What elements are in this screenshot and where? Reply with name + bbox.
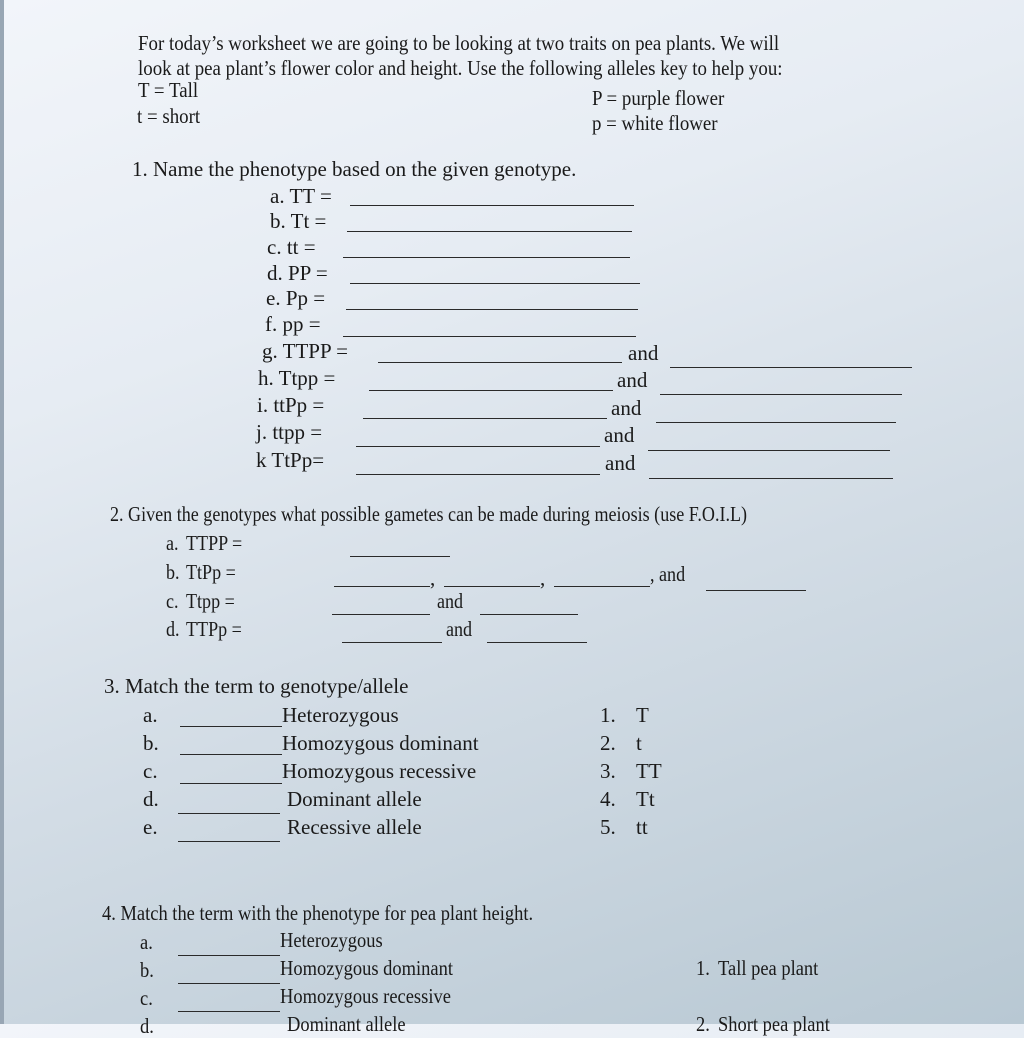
- q4-option-value: Tall pea plant: [718, 956, 819, 980]
- q3-option-value: Tt: [636, 787, 655, 811]
- q1-answer-blank-1[interactable]: [378, 362, 622, 363]
- q3-option-number: 2.: [600, 731, 616, 755]
- q2-answer-blank[interactable]: [444, 586, 540, 587]
- q1-item-label: a. TT =: [270, 184, 332, 208]
- q3-term-letter: c.: [143, 759, 158, 783]
- key-white: p = white flower: [592, 111, 718, 135]
- q1-item-label: f. pp =: [265, 312, 321, 336]
- q3-option-number: 3.: [600, 759, 616, 783]
- q1-answer-blank[interactable]: [350, 205, 634, 206]
- q1-answer-blank[interactable]: [346, 309, 638, 310]
- key-tall: T = Tall: [138, 78, 199, 102]
- q2-item-letter: a.: [166, 531, 179, 555]
- q3-option-number: 5.: [600, 815, 616, 839]
- q1-item-label: c. tt =: [267, 235, 316, 259]
- q2-answer-blank[interactable]: [350, 556, 450, 557]
- q2-and: and: [446, 617, 473, 641]
- q4-option-value: Short pea plant: [718, 1012, 830, 1036]
- q4-term-letter: b.: [140, 958, 154, 982]
- q3-match-blank[interactable]: [180, 726, 282, 727]
- q1-answer-blank-1[interactable]: [356, 446, 600, 447]
- q1-answer-blank-2[interactable]: [660, 394, 902, 395]
- q3-option-value: T: [636, 703, 649, 727]
- q3-prompt: 3. Match the term to genotype/allele: [104, 674, 409, 698]
- q3-term-letter: e.: [143, 815, 158, 839]
- q2-item-genotype: TTPp =: [186, 617, 242, 641]
- q4-match-blank[interactable]: [178, 983, 280, 984]
- q1-and: and: [611, 396, 642, 420]
- q1-item-label: b. Tt =: [270, 209, 327, 233]
- q1-item-label: k TtPp=: [256, 448, 325, 472]
- q1-answer-blank-2[interactable]: [670, 367, 912, 368]
- q3-option-value: t: [636, 731, 642, 755]
- q3-match-blank[interactable]: [178, 841, 280, 842]
- q1-item-label: j. ttpp =: [256, 420, 323, 444]
- q2-item-genotype: Ttpp =: [186, 589, 235, 613]
- q2-item-genotype: TtPp =: [186, 560, 236, 584]
- q4-term: Homozygous recessive: [280, 984, 451, 1008]
- q4-match-blank[interactable]: [178, 1011, 280, 1012]
- q4-term: Dominant allele: [287, 1012, 406, 1036]
- q2-item-genotype: TTPP =: [186, 531, 243, 555]
- q2-and: and: [437, 589, 464, 613]
- q4-term-letter: d.: [140, 1014, 154, 1038]
- q1-answer-blank[interactable]: [350, 283, 640, 284]
- q1-item-label: d. PP =: [267, 261, 328, 285]
- q3-option-value: TT: [636, 759, 662, 783]
- q4-term: Homozygous dominant: [280, 956, 453, 980]
- q2-answer-blank[interactable]: [334, 586, 430, 587]
- q1-item-label: g. TTPP =: [262, 339, 348, 363]
- intro-line-1: For today’s worksheet we are going to be looking at two traits on pea plants. We will: [138, 31, 780, 55]
- q1-item-label: i. ttPp =: [257, 393, 325, 417]
- q3-term: Heterozygous: [282, 703, 399, 727]
- q3-term-letter: b.: [143, 731, 159, 755]
- q2-answer-blank[interactable]: [332, 614, 430, 615]
- q3-option-number: 4.: [600, 787, 616, 811]
- q2-item-letter: c.: [166, 589, 179, 613]
- q2-separator: ,: [430, 566, 436, 590]
- q4-prompt: 4. Match the term with the phenotype for pea plant height.: [102, 901, 534, 925]
- q1-answer-blank-2[interactable]: [648, 450, 890, 451]
- q3-match-blank[interactable]: [178, 813, 280, 814]
- q1-and: and: [617, 368, 648, 392]
- q3-match-blank[interactable]: [180, 754, 282, 755]
- q1-item-label: e. Pp =: [266, 286, 326, 310]
- q1-answer-blank-2[interactable]: [649, 478, 893, 479]
- q4-term: Heterozygous: [280, 928, 383, 952]
- q3-term: Dominant allele: [287, 787, 422, 811]
- q4-option-number: 1.: [696, 956, 710, 980]
- q1-answer-blank[interactable]: [347, 231, 632, 232]
- intro-line-2: look at pea plant’s flower color and height. Use the following alleles key to help you:: [138, 56, 783, 80]
- q1-answer-blank-1[interactable]: [369, 390, 613, 391]
- q3-option-value: tt: [636, 815, 648, 839]
- key-short: t = short: [137, 104, 201, 128]
- q2-answer-blank[interactable]: [554, 586, 650, 587]
- q1-and: and: [605, 451, 636, 475]
- q2-separator-and: , and: [650, 562, 686, 586]
- q3-term-letter: a.: [143, 703, 158, 727]
- q2-answer-blank[interactable]: [480, 614, 578, 615]
- q4-term-letter: c.: [140, 986, 153, 1010]
- q2-item-letter: b.: [166, 560, 180, 584]
- q2-answer-blank[interactable]: [706, 590, 806, 591]
- q2-separator: ,: [540, 566, 546, 590]
- q2-answer-blank[interactable]: [487, 642, 587, 643]
- q2-item-letter: d.: [166, 617, 180, 641]
- q3-option-number: 1.: [600, 703, 616, 727]
- q3-term: Homozygous recessive: [282, 759, 477, 783]
- q4-option-number: 2.: [696, 1012, 710, 1036]
- q3-term-letter: d.: [143, 787, 159, 811]
- q1-answer-blank[interactable]: [343, 257, 630, 258]
- paper-edge: [0, 0, 4, 1024]
- q1-answer-blank-1[interactable]: [363, 418, 607, 419]
- q3-term: Recessive allele: [287, 815, 422, 839]
- key-purple: P = purple flower: [592, 86, 725, 110]
- q3-term: Homozygous dominant: [282, 731, 479, 755]
- q1-answer-blank-2[interactable]: [656, 422, 896, 423]
- q1-answer-blank[interactable]: [343, 336, 636, 337]
- q3-match-blank[interactable]: [180, 783, 282, 784]
- q4-term-letter: a.: [140, 930, 153, 954]
- q2-prompt: 2. Given the genotypes what possible gametes can be made during meiosis (use F.O.I.L): [110, 502, 748, 526]
- q1-item-label: h. Ttpp =: [258, 366, 336, 390]
- q1-and: and: [604, 423, 635, 447]
- q4-match-blank[interactable]: [178, 955, 280, 956]
- q1-prompt: 1. Name the phenotype based on the given genotype.: [132, 157, 577, 181]
- q2-answer-blank[interactable]: [342, 642, 442, 643]
- q1-and: and: [628, 341, 659, 365]
- q1-answer-blank-1[interactable]: [356, 474, 600, 475]
